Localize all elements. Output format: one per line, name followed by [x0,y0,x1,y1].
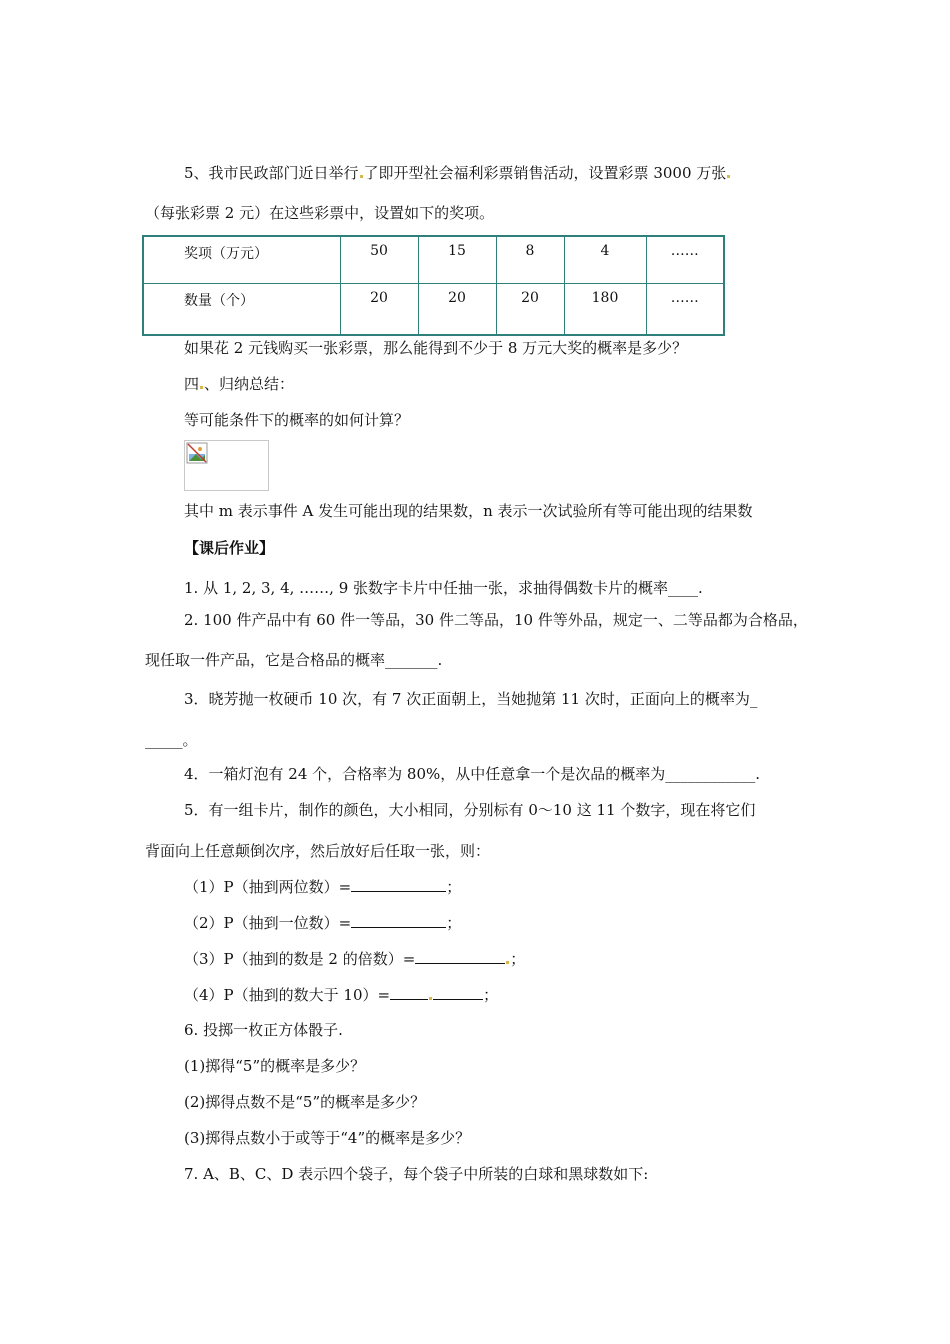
homework-q2-line2: 现任取一件产品，它是合格品的概率_______. [145,651,443,669]
summary-heading-a: 四 [184,375,200,393]
table-cell: 180 [564,284,646,336]
homework-q5-line2: 背面向上任意颠倒次序，然后放好后任取一张，则： [145,842,491,860]
answer-blank [433,985,483,1000]
homework-q3-line2: _____。 [145,731,198,749]
table-cell: 20 [496,284,564,336]
answer-blank [415,949,505,964]
homework-q7: 7. A、B、C、D 表示四个袋子，每个袋子中所装的白球和黑球数如下: [184,1165,649,1183]
semicolon: ； [483,986,499,1004]
table-cell: 20 [418,284,496,336]
semicolon: ； [446,878,462,896]
answer-blank [390,985,428,1000]
mark-dot [506,961,509,964]
homework-q5-sub1 [184,877,461,897]
homework-q6-sub1: (1)掷得“5”的概率是多少？ [184,1057,366,1075]
homework-q5-sub3 [184,949,525,969]
answer-blank [351,913,446,928]
table-cell: 50 [340,236,418,284]
homework-q6-sub3: (3)掷得点数小于或等于“4”的概率是多少？ [184,1129,471,1147]
broken-image-icon [186,442,208,464]
formula-image-placeholder [184,440,269,491]
mark-dot [727,175,730,178]
homework-q2-line1: 2. 100 件产品中有 60 件一等品，30 件二等品，10 件等外品，规定一、二等品都为合格品， [184,611,808,629]
mark-dot [360,175,363,178]
table-cell: 4 [564,236,646,284]
table-row [143,284,724,336]
table-cell: 20 [340,284,418,336]
q5-question: 如果花 2 元钱购买一张彩票，那么能得到不少于 8 万元大奖的概率是多少？ [184,339,688,357]
mark-dot [200,386,203,389]
sub-question-text: （2）P（抽到一位数）= [184,914,352,932]
semicolon: ； [510,950,526,968]
q5-text-a: 5、我市民政部门近日举行 [184,164,359,182]
table-row [143,236,724,284]
homework-title: 【课后作业】 [184,539,275,557]
summary-explain: 其中 m 表示事件 A 发生可能出现的结果数，n 表示一次试验所有等可能出现的结果数 [184,502,753,520]
homework-q1: 1. 从 1, 2, 3, 4, ……, 9 张数字卡片中任抽一张，求抽得偶数卡片的概率____. [184,579,703,597]
homework-q4: 4．一箱灯泡有 24 个，合格率为 80%，从中任意拿一个是次品的概率为____________. [184,765,761,783]
sub-question-text: （1）P（抽到两位数）= [184,878,352,896]
homework-q5-sub2 [184,913,461,933]
q5-line2: （每张彩票 2 元）在这些彩票中，设置如下的奖项。 [145,204,495,222]
table-cell: …… [646,236,724,284]
semicolon: ； [446,914,462,932]
homework-q6: 6. 投掷一枚正方体骰子. [184,1021,343,1039]
prize-table [142,235,725,336]
table-cell: …… [646,284,724,336]
homework-q3-line1: 3．晓芳抛一枚硬币 10 次，有 7 次正面朝上，当她抛第 11 次时，正面向上的概率为_ [184,690,758,708]
summary-question: 等可能条件下的概率的如何计算？ [184,411,410,429]
mark-dot [429,997,432,1000]
answer-blank [351,877,446,892]
summary-heading [184,374,294,394]
sub-question-text: （3）P（抽到的数是 2 的倍数）= [184,950,416,968]
table-cell: 8 [496,236,564,284]
summary-heading-b: 、归纳总结： [204,375,295,393]
table-cell: 奖项（万元） [143,236,340,284]
homework-q5-sub4 [184,985,498,1005]
homework-q5-line1: 5．有一组卡片，制作的颜色，大小相同，分别标有 0～10 这 11 个数字，现在将它们 [184,801,756,819]
table-cell: 15 [418,236,496,284]
q5-text-b: 了即开型社会福利彩票销售活动，设置彩票 3000 万张 [363,164,727,182]
table-cell: 数量（个） [143,284,340,336]
sub-question-text: （4）P（抽到的数大于 10）= [184,986,391,1004]
homework-q6-sub2: (2)掷得点数不是“5”的概率是多少？ [184,1093,426,1111]
q5-line1 [184,163,731,183]
